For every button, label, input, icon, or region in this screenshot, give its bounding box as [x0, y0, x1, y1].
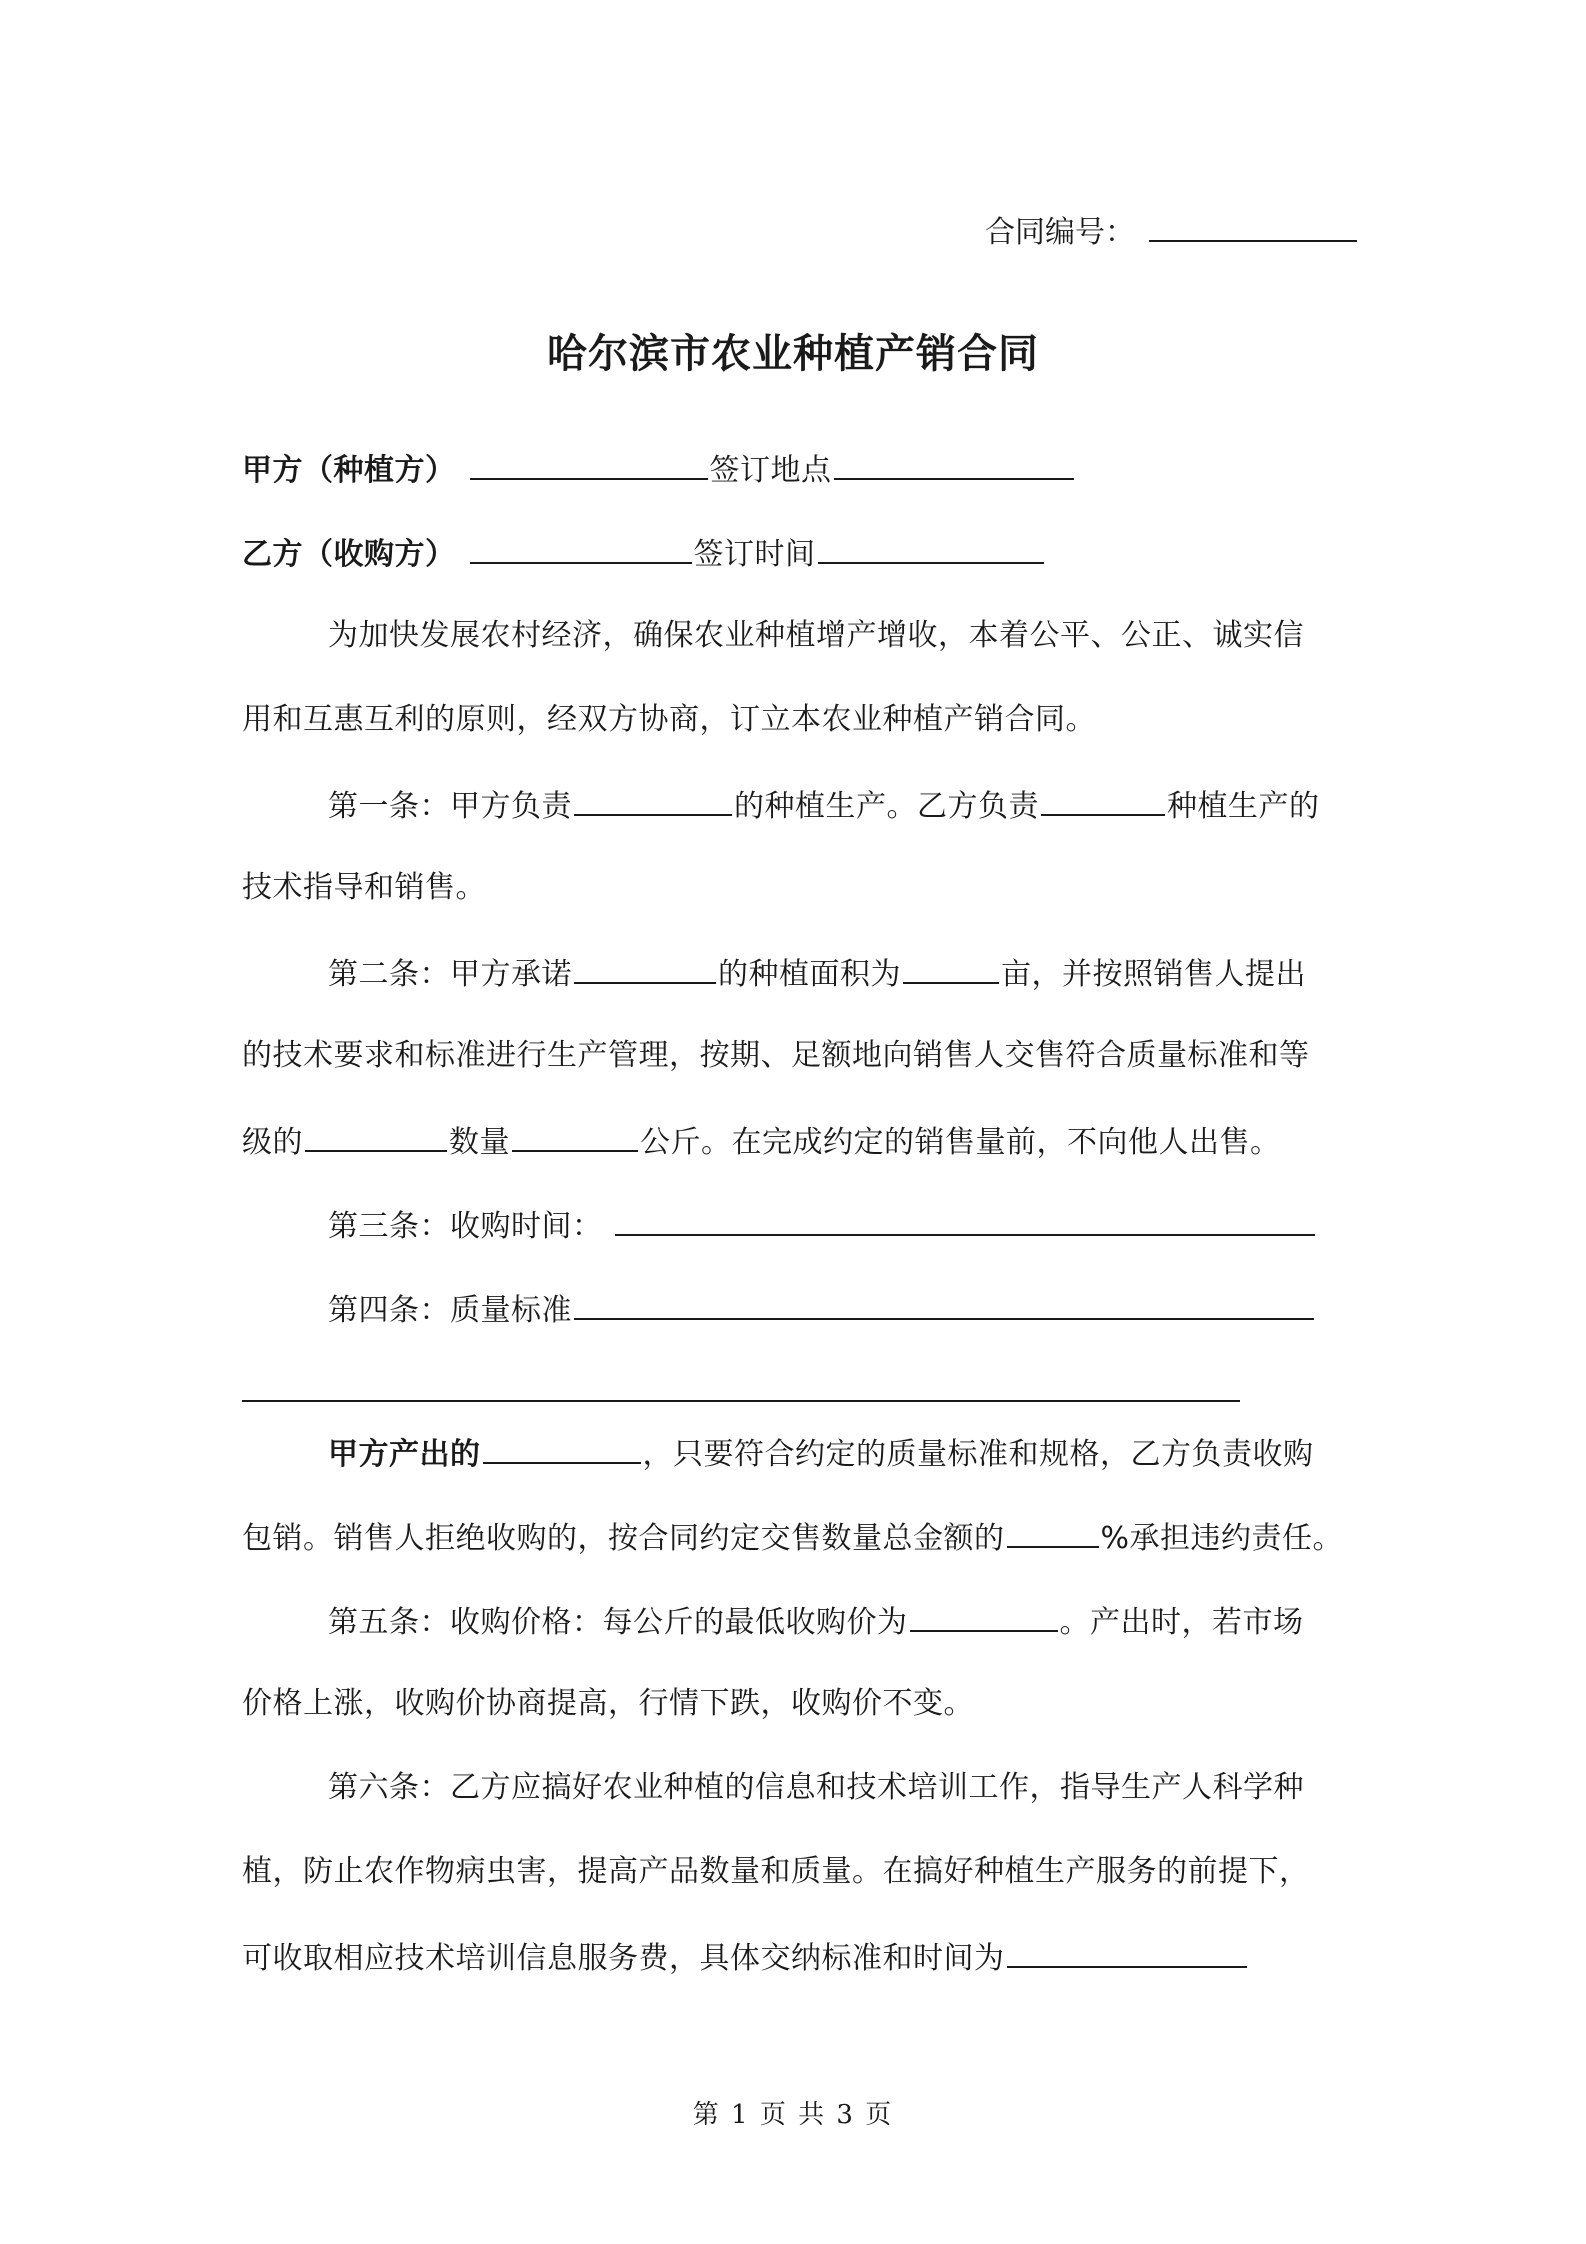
article-1-text-a: 第一条：甲方负责	[328, 789, 572, 824]
contract-number-blank	[1149, 210, 1357, 242]
article-1-text-b: 的种植生产。乙方负责	[734, 789, 1039, 824]
article-4-para-text-d: %承担违约责任。	[1100, 1521, 1344, 1556]
article-6-blank	[1007, 1936, 1247, 1968]
article-4-para-text-a: 甲方产出的	[328, 1437, 481, 1472]
article-4-label: 第四条：质量标准	[328, 1293, 572, 1328]
article-4-line	[328, 1288, 1316, 1331]
contract-number-label: 合同编号：	[985, 215, 1135, 250]
article-3-label: 第三条：收购时间：	[328, 1209, 603, 1244]
article-2-blank-1	[574, 952, 716, 984]
article-6-line-2: 植，防止农作物病虫害，提高产品数量和质量。在搞好种植生产服务的前提下，	[242, 1854, 1310, 1889]
article-2-text-d: 级的	[242, 1125, 303, 1160]
article-2-text-e: 数量	[449, 1125, 510, 1160]
document-title: 哈尔滨市农业种植产销合同	[547, 331, 1039, 377]
article-3-blank	[615, 1204, 1315, 1236]
party-b-row	[242, 532, 1046, 575]
article-5-line-1	[328, 1600, 1304, 1643]
party-b-blank	[470, 532, 692, 564]
contract-number-row	[985, 210, 1359, 253]
preamble-line-1: 为加快发展农村经济，确保农业种植增产增收，本着公平、公正、诚实信	[328, 618, 1304, 653]
article-5-text-a: 第五条：收购价格：每公斤的最低收购价为	[328, 1605, 908, 1640]
article-2-line-1	[328, 952, 1306, 995]
article-1-text-c: 种植生产的	[1167, 789, 1320, 824]
party-b-label: 乙方（收购方）	[242, 537, 456, 572]
article-2-line-2: 的技术要求和标准进行生产管理，按期、足额地向销售人交售符合质量标准和等	[242, 1038, 1310, 1073]
article-3-line	[328, 1204, 1317, 1247]
article-5-blank	[910, 1600, 1058, 1632]
sign-place-label: 签订地点	[709, 453, 832, 488]
article-4-para-line-1	[328, 1432, 1314, 1475]
article-2-text-c: 亩，并按照销售人提出	[1001, 957, 1306, 992]
article-4-para-blank-2	[1007, 1516, 1099, 1548]
article-2-blank-4	[512, 1120, 638, 1152]
article-6-text: 可收取相应技术培训信息服务费，具体交纳标准和时间为	[242, 1941, 1005, 1976]
article-4-para-blank-1	[483, 1432, 641, 1464]
article-4-para-text-b: ，只要符合约定的质量标准和规格，乙方负责收购	[642, 1437, 1314, 1472]
article-4-blank	[574, 1288, 1314, 1320]
article-2-text-a: 第二条：甲方承诺	[328, 957, 572, 992]
party-a-blank	[470, 448, 708, 480]
article-1-line-2: 技术指导和销售。	[242, 870, 486, 905]
article-2-line-3	[242, 1120, 1281, 1163]
sign-time-blank	[818, 532, 1044, 564]
article-5-text-b: 。产出时，若市场	[1059, 1605, 1304, 1640]
article-2-text-f: 公斤。在完成约定的销售量前，不向他人出售。	[640, 1125, 1281, 1160]
article-6-line-1: 第六条：乙方应搞好农业种植的信息和技术培训工作，指导生产人科学种	[328, 1770, 1304, 1805]
quality-standard-continuation-line	[242, 1400, 1240, 1402]
article-2-text-b: 的种植面积为	[718, 957, 901, 992]
article-4-para-text-c: 包销。销售人拒绝收购的，按合同约定交售数量总金额的	[242, 1521, 1005, 1556]
article-5-line-2: 价格上涨，收购价协商提高，行情下跌，收购价不变。	[242, 1686, 974, 1721]
article-4-para-line-2	[242, 1516, 1343, 1559]
article-1-blank-2	[1041, 784, 1165, 816]
preamble-line-2: 用和互惠互利的原则，经双方协商，订立本农业种植产销合同。	[242, 702, 1096, 737]
article-2-blank-2	[903, 952, 999, 984]
article-2-blank-3	[305, 1120, 447, 1152]
party-a-label: 甲方（种植方）	[242, 453, 456, 488]
page-footer: 第 1 页 共 3 页	[692, 2100, 894, 2130]
party-a-row	[242, 448, 1076, 491]
article-1-blank-1	[574, 784, 732, 816]
sign-place-blank	[834, 448, 1074, 480]
sign-time-label: 签订时间	[693, 537, 816, 572]
article-6-line-3	[242, 1936, 1249, 1979]
article-1-line-1	[328, 784, 1320, 827]
